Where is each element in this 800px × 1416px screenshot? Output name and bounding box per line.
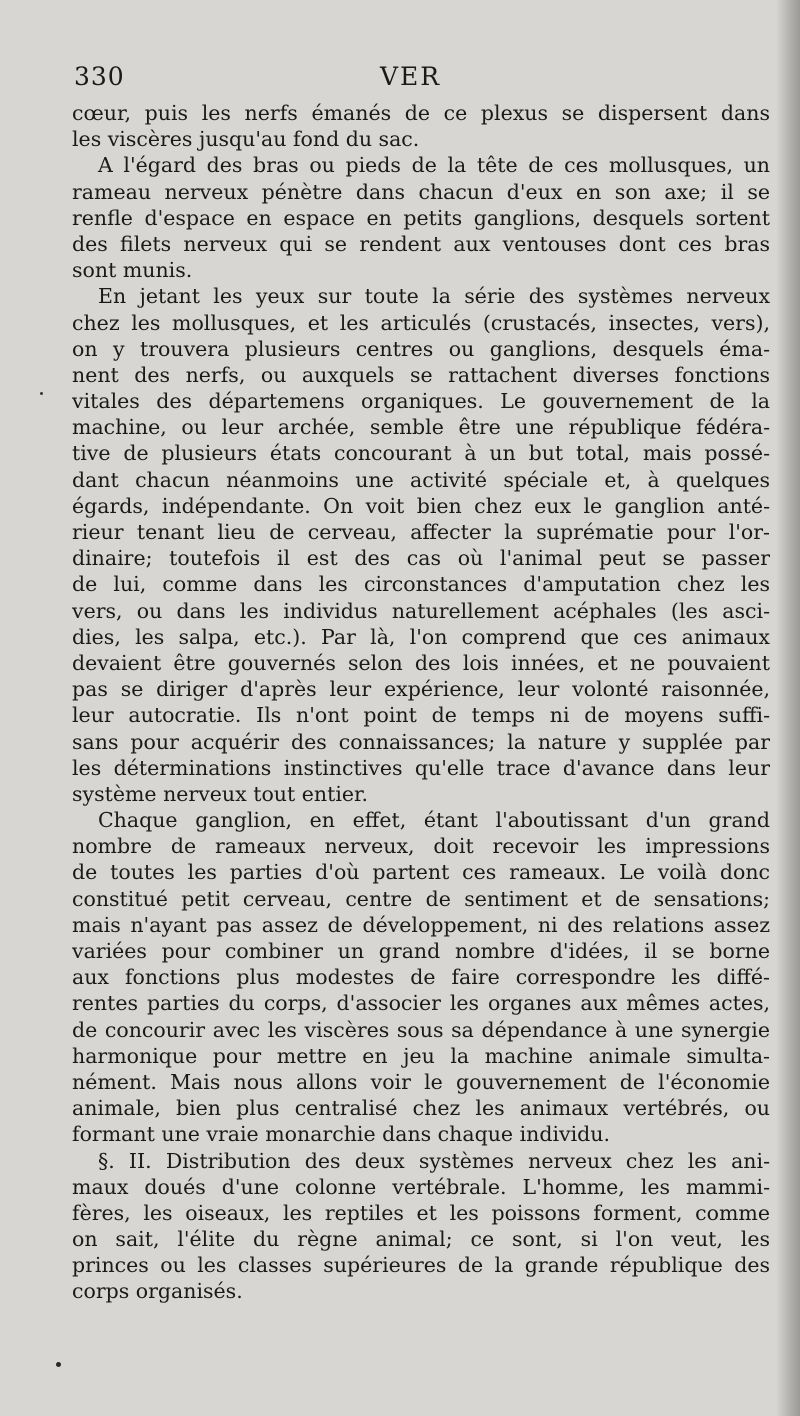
ink-speck	[40, 392, 43, 395]
text-line: rentes parties du corps, d'associer les organes aux mêmes actes,	[72, 991, 770, 1016]
text-line: En jetant les yeux sur toute la série des systèmes nerveux	[98, 284, 770, 309]
text-line: rameau nerveux pénètre dans chacun d'eux en son axe; il se	[72, 179, 770, 204]
text-line: constitué petit cerveau, centre de sentiment et de sensations;	[72, 886, 770, 911]
text-line: corps organisés.	[72, 1279, 243, 1304]
text-line: de toutes les parties d'où partent ces rameaux. Le voilà donc	[72, 860, 770, 885]
text-line: §. II. Distribution des deux systèmes nerveux chez les ani-	[98, 1148, 770, 1173]
text-line: princes ou les classes supérieures de la grande république des	[72, 1253, 770, 1278]
text-line: harmonique pour mettre en jeu la machine animale simulta-	[72, 1043, 770, 1068]
text-line: nent des nerfs, ou auxquels se rattachent diverses fonctions	[72, 362, 770, 387]
text-line: mais n'ayant pas assez de développement, ni des relations assez	[72, 912, 770, 937]
text-line: nément. Mais nous allons voir le gouvernement de l'économie	[72, 1069, 770, 1094]
text-line: maux doués d'une colonne vertébrale. L'homme, les mammi-	[72, 1174, 770, 1199]
body-text	[72, 100, 770, 1304]
text-line: dies, les salpa, etc.). Par là, l'on comprend que ces animaux	[72, 624, 770, 649]
text-line: système nerveux tout entier.	[72, 781, 369, 806]
text-line: des filets nerveux qui se rendent aux ventouses dont ces bras	[72, 231, 770, 256]
text-line: renfle d'espace en espace en petits ganglions, desquels sortent	[72, 205, 770, 230]
text-line: devaient être gouvernés selon des lois innées, et ne pouvaient	[72, 650, 770, 675]
text-line: égards, indépendante. On voit bien chez eux le ganglion anté-	[72, 493, 770, 518]
text-line: Chaque ganglion, en effet, étant l'aboutissant d'un grand	[98, 808, 770, 833]
text-line: vitales des départemens organiques. Le gouvernement de la	[72, 389, 770, 414]
text-line: tive de plusieurs états concourant à un but total, mais possé-	[72, 441, 770, 466]
text-line: animale, bien plus centralisé chez les animaux vertébrés, ou	[72, 1096, 770, 1121]
paragraph	[72, 100, 770, 152]
text-line: de concourir avec les viscères sous sa dépendance à une synergie	[72, 1017, 770, 1042]
text-line: cœur, puis les nerfs émanés de ce plexus se dispersent dans	[72, 101, 770, 125]
text-line: on y trouvera plusieurs centres ou ganglions, desquels éma-	[72, 336, 770, 361]
running-head: VER	[380, 62, 442, 91]
text-line: fères, les oiseaux, les reptiles et les poissons forment, comme	[72, 1200, 770, 1225]
ink-speck	[56, 1362, 61, 1367]
text-line: machine, ou leur archée, semble être une république fédéra-	[72, 415, 770, 440]
text-line: A l'égard des bras ou pieds de la tête de ces mollusques, un	[98, 153, 770, 178]
paragraph	[72, 152, 770, 283]
text-line: les viscères jusqu'au fond du sac.	[72, 127, 420, 152]
text-line: dinaire; toutefois il est des cas où l'animal peut se passer	[72, 546, 770, 571]
text-line: leur autocratie. Ils n'ont point de temps ni de moyens suffi-	[72, 703, 770, 728]
text-line: variées pour combiner un grand nombre d'idées, il se borne	[72, 939, 770, 963]
text-line: aux fonctions plus modestes de faire correspondre les diffé-	[72, 965, 770, 990]
paragraph	[72, 807, 770, 1147]
text-line: on sait, l'élite du règne animal; ce sont, si l'on veut, les	[72, 1227, 770, 1252]
page-number: 330	[74, 62, 125, 91]
text-line: rieur tenant lieu de cerveau, affecter la suprématie pour l'or-	[72, 520, 770, 544]
text-line: pas se diriger d'après leur expérience, leur volonté raisonnée,	[72, 677, 770, 702]
text-line: les déterminations instinctives qu'elle trace d'avance dans leur	[72, 755, 770, 780]
text-line: formant une vraie monarchie dans chaque individu.	[72, 1122, 610, 1147]
text-line: sans pour acquérir des connaissances; la nature y supplée par	[72, 729, 770, 754]
text-line: nombre de rameaux nerveux, doit recevoir les impressions	[72, 834, 770, 859]
paragraph	[72, 283, 770, 807]
paragraph	[72, 1148, 770, 1305]
page-edge-shadow	[776, 0, 800, 1416]
text-line: vers, ou dans les individus naturellement acéphales (les asci-	[72, 598, 770, 623]
page-header	[74, 62, 770, 98]
text-line: chez les mollusques, et les articulés (crustacés, insectes, vers),	[72, 310, 770, 335]
text-line: sont munis.	[72, 258, 193, 283]
text-line: de lui, comme dans les circonstances d'amputation chez les	[72, 572, 770, 597]
text-line: dant chacun néanmoins une activité spéciale et, à quelques	[72, 467, 770, 492]
